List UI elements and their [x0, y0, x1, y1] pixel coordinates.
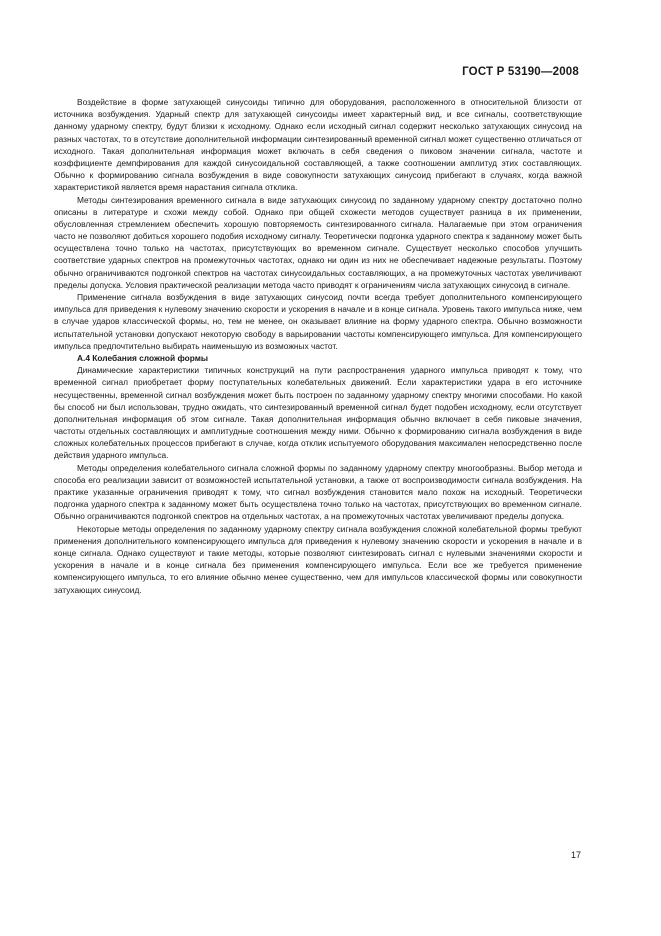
paragraph-complex-methods: Методы определения колебательного сигнала сложной формы по заданному ударному спектру многообразны. Выбор метода и способа его реализации зависит от возможностей испытательной установки, а также от воспроизводимости сигнала возбуждения. На практике указанные ограничения приводят к тому, что сигнал возбуждения становится мало похож на исходный. Теоретически подгонка ударного спектра к заданному может быть осуществлена точно только на частотах, присутствующих во временном сигнале. Обычно ограничиваются подгонкой спектров на отдельных частотах, а на промежуточных частотах увеличивают пределы допуска.	[54, 462, 582, 522]
standard-header: ГОСТ Р 53190—2008	[462, 66, 579, 78]
paragraph-complex-compensation: Некоторые методы определения по заданному ударному спектру сигнала возбуждения сложной колебательной формы требуют применения дополнительного компенсирующего импульса для приведения к нулевому значению скорости и ускорения в начале и в конце сигнала. Однако существуют и такие методы, которые позволяют синтезировать сигнал с нулевыми значениями скорости и ускорения в начале и в конце сигнала без применения компенсирующего импульса. Если все же требуется применение компенсирующего импульса, то его влияние обычно менее существенно, чем для импульсов классической формы или совокупности затухающих синусоид.	[54, 523, 582, 595]
paragraph-compensating-pulse: Применение сигнала возбуждения в виде затухающих синусоид почти всегда требует дополнительного компенсирующего импульса для приведения к нулевому значению скорости и ускорения в начале и в конце сигнала. Уровень такого импульса ниже, чем в случае ударов классической формы, но, тем не менее, он оказывает влияние на форму ударного спектра. Обычно возможности испытательной установки допускают некоторую свободу в варьировании частоты компенсирующего импульса. Для компенсирующего импульса предпочтительно выбирать наименьшую из возможных частот.	[54, 292, 582, 351]
paragraph-complex-oscillations: Динамические характеристики типичных конструкций на пути распространения ударного импульса приводят к тому, что временной сигнал приобретает форму поступательных колебательных движений. Если характеристики удара в его источнике несущественны, временной сигнал возбуждения может быть построен по заданному ударному спектру многими способами. Но какой бы способ ни был использован, трудно ожидать, что синтезированный временной сигнал будет подобен исходному, если отсутствует дополнительная информация об этом сигнале. Такая дополнительная информация обычно включает в себя пиковые значения, частоты отдельных составляющих и амплитудные соотношения между ними. Обычно к формированию сигнала возбуждения в виде сложных колебательных процессов прибегают в случае, когда отклик испытуемого оборудования максимален непосредственно после действия ударного импульса.	[54, 365, 582, 461]
section-heading: А.4 Колебания сложной формы	[77, 352, 209, 363]
paragraph-damped-sinusoid-intro: Воздействие в форме затухающей синусоиды типично для оборудования, расположенного в относительной близости от источника возбуждения. Ударный спектр для затухающей синусоиды имеет характерный вид, и все сигналы, соответствующие данному ударному спектру, будут близки к исходному. Однако если исходный сигнал содержит несколько затухающих синусоид на разных частотах, то в отсутствие дополнительной информации синтезированный временной сигнал может существенно отличаться от исходного. Такая дополнительная информация может включать в себя сведения о пиковом значении сигнала, частоте и коэффициенте демпфирования для каждой синусоидальной составляющей, а также соотношении амплитуд этих составляющих. Обычно к формированию сигнала возбуждения в виде совокупности затухающих синусоид прибегают в случаях, когда важной характеристикой является время нарастания сигнала отклика.	[54, 97, 582, 193]
paragraph-synthesis-methods: Методы синтезирования временного сигнала в виде затухающих синусоид по заданному ударному спектру достаточно полно описаны в литературе и схожи между собой. Однако при общей схожести методов существует разница в их применении, обусловленная стремлением обеспечить хорошую повторяемость синтезированного сигнала. Налагаемые при этом ограничения часто не позволяют добиться хорошего подобия исходному сигналу. Теоретически подгонка ударного спектра к заданному может быть осуществлена точно только на частотах, присутствующих во временном сигнале. Существует несколько способов улучшить соответствие ударных спектров на промежуточных частотах, однако ни один из них не обеспечивает надежные результаты. Поэтому обычно ограничиваются подгонкой спектров на частотах синусоидальных составляющих, а на промежуточных частотах увеличивают пределы допуска. Условия практической реализации метода часто приводят к ограничениям числа затухающих синусоид в сигнале.	[54, 194, 582, 290]
document-body	[54, 96, 582, 596]
page-number: 17	[570, 850, 581, 860]
